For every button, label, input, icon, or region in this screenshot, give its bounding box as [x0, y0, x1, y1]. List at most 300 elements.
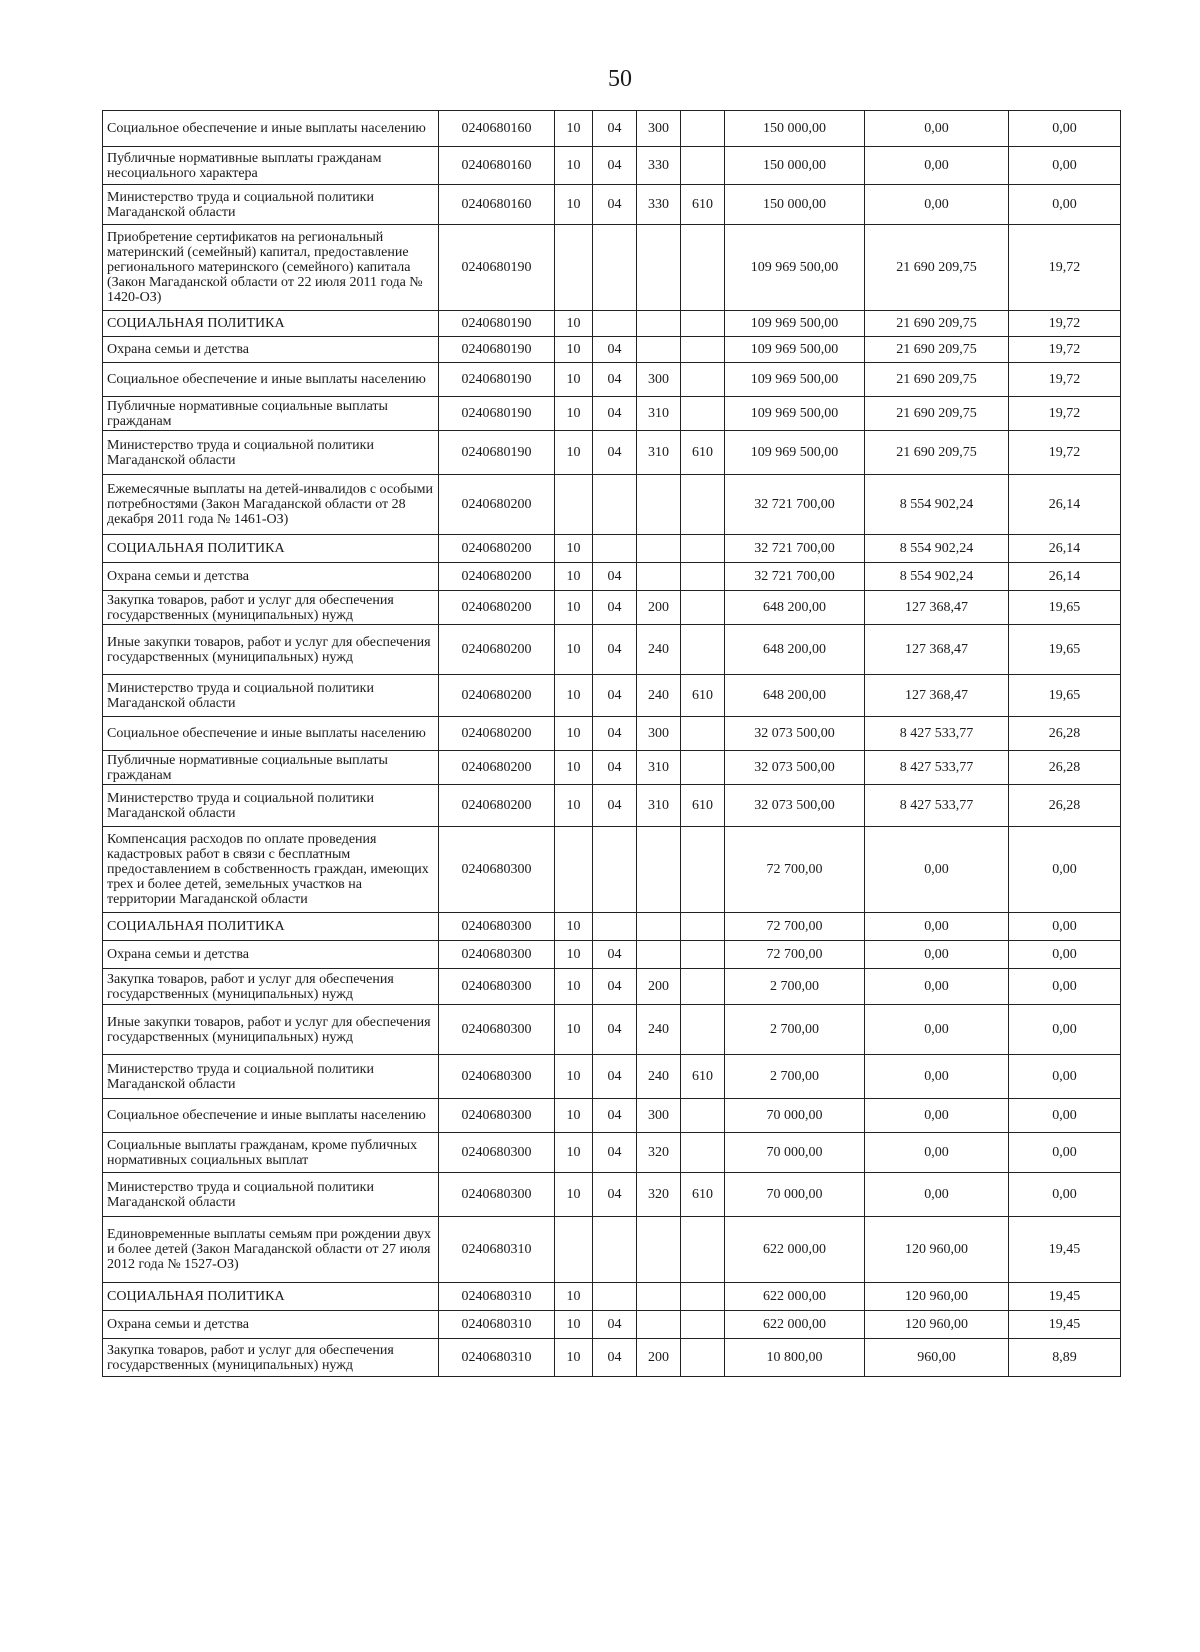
row-percent: 26,28	[1009, 785, 1121, 827]
table-row	[103, 591, 1121, 625]
table-row	[103, 111, 1121, 147]
row-percent: 19,65	[1009, 625, 1121, 675]
row-percent: 0,00	[1009, 1173, 1121, 1217]
row-section: 10	[555, 1311, 593, 1339]
row-subsection: 04	[593, 969, 637, 1005]
row-name: Министерство труда и социальной политики Магаданской области	[103, 185, 439, 225]
row-fact-amount: 0,00	[865, 1005, 1009, 1055]
row-name: Иные закупки товаров, работ и услуг для обеспечения государственных (муниципальных) нужд	[103, 1005, 439, 1055]
row-name: Охрана семьи и детства	[103, 941, 439, 969]
row-code: 0240680300	[439, 913, 555, 941]
row-percent: 0,00	[1009, 1055, 1121, 1099]
row-name: Социальные выплаты гражданам, кроме публичных нормативных социальных выплат	[103, 1133, 439, 1173]
row-fact-amount: 21 690 209,75	[865, 397, 1009, 431]
row-subsection: 04	[593, 1311, 637, 1339]
table-row	[103, 225, 1121, 311]
table-row	[103, 1311, 1121, 1339]
row-expense-type: 240	[637, 1055, 681, 1099]
row-admin-code: 610	[681, 785, 725, 827]
row-fact-amount: 0,00	[865, 827, 1009, 913]
row-subsection: 04	[593, 717, 637, 751]
row-name: Министерство труда и социальной политики Магаданской области	[103, 1173, 439, 1217]
row-fact-amount: 120 960,00	[865, 1217, 1009, 1283]
row-code: 0240680200	[439, 625, 555, 675]
row-expense-type	[637, 1283, 681, 1311]
row-section: 10	[555, 675, 593, 717]
row-percent: 26,28	[1009, 717, 1121, 751]
row-fact-amount: 21 690 209,75	[865, 337, 1009, 363]
row-section: 10	[555, 913, 593, 941]
row-name: Охрана семьи и детства	[103, 337, 439, 363]
row-fact-amount: 120 960,00	[865, 1311, 1009, 1339]
row-code: 0240680200	[439, 591, 555, 625]
row-section: 10	[555, 717, 593, 751]
row-plan-amount: 32 721 700,00	[725, 563, 865, 591]
row-subsection: 04	[593, 591, 637, 625]
row-admin-code	[681, 1339, 725, 1377]
row-admin-code	[681, 751, 725, 785]
row-admin-code	[681, 1311, 725, 1339]
row-code: 0240680160	[439, 147, 555, 185]
row-subsection	[593, 913, 637, 941]
row-expense-type	[637, 475, 681, 535]
row-fact-amount: 8 427 533,77	[865, 717, 1009, 751]
row-subsection: 04	[593, 1099, 637, 1133]
table-row	[103, 363, 1121, 397]
row-section: 10	[555, 111, 593, 147]
row-code: 0240680160	[439, 185, 555, 225]
row-plan-amount: 72 700,00	[725, 913, 865, 941]
table-row	[103, 535, 1121, 563]
row-percent: 19,65	[1009, 591, 1121, 625]
row-plan-amount: 622 000,00	[725, 1283, 865, 1311]
row-percent: 0,00	[1009, 1133, 1121, 1173]
table-row	[103, 751, 1121, 785]
row-admin-code	[681, 717, 725, 751]
row-code: 0240680190	[439, 311, 555, 337]
row-name: СОЦИАЛЬНАЯ ПОЛИТИКА	[103, 311, 439, 337]
row-code: 0240680310	[439, 1283, 555, 1311]
row-section: 10	[555, 363, 593, 397]
row-percent: 26,14	[1009, 563, 1121, 591]
row-name: Министерство труда и социальной политики Магаданской области	[103, 785, 439, 827]
table-row	[103, 941, 1121, 969]
row-subsection: 04	[593, 1339, 637, 1377]
row-admin-code	[681, 363, 725, 397]
table-row	[103, 563, 1121, 591]
row-name: СОЦИАЛЬНАЯ ПОЛИТИКА	[103, 1283, 439, 1311]
row-fact-amount: 0,00	[865, 941, 1009, 969]
row-section: 10	[555, 591, 593, 625]
row-subsection: 04	[593, 1173, 637, 1217]
row-expense-type: 310	[637, 751, 681, 785]
row-code: 0240680190	[439, 337, 555, 363]
row-expense-type: 200	[637, 1339, 681, 1377]
row-name: Закупка товаров, работ и услуг для обеспечения государственных (муниципальных) нужд	[103, 1339, 439, 1377]
row-section: 10	[555, 1133, 593, 1173]
row-subsection	[593, 1217, 637, 1283]
row-code: 0240680300	[439, 1099, 555, 1133]
row-fact-amount: 21 690 209,75	[865, 431, 1009, 475]
row-name: Публичные нормативные социальные выплаты гражданам	[103, 397, 439, 431]
row-admin-code: 610	[681, 1055, 725, 1099]
row-expense-type: 200	[637, 969, 681, 1005]
row-subsection	[593, 475, 637, 535]
row-admin-code	[681, 1099, 725, 1133]
table-row	[103, 1055, 1121, 1099]
row-admin-code	[681, 913, 725, 941]
row-percent: 19,45	[1009, 1283, 1121, 1311]
row-plan-amount: 32 721 700,00	[725, 535, 865, 563]
row-subsection: 04	[593, 111, 637, 147]
table-row	[103, 311, 1121, 337]
row-name: Социальное обеспечение и иные выплаты населению	[103, 1099, 439, 1133]
row-code: 0240680160	[439, 111, 555, 147]
row-expense-type	[637, 1311, 681, 1339]
row-plan-amount: 72 700,00	[725, 941, 865, 969]
row-admin-code	[681, 397, 725, 431]
row-section: 10	[555, 1055, 593, 1099]
row-subsection: 04	[593, 185, 637, 225]
row-code: 0240680190	[439, 397, 555, 431]
table-row	[103, 337, 1121, 363]
row-expense-type	[637, 827, 681, 913]
row-code: 0240680200	[439, 717, 555, 751]
row-name: Министерство труда и социальной политики Магаданской области	[103, 431, 439, 475]
row-expense-type	[637, 913, 681, 941]
row-code: 0240680200	[439, 475, 555, 535]
row-expense-type	[637, 535, 681, 563]
row-percent: 0,00	[1009, 827, 1121, 913]
row-plan-amount: 32 073 500,00	[725, 751, 865, 785]
table-row	[103, 397, 1121, 431]
row-fact-amount: 960,00	[865, 1339, 1009, 1377]
row-fact-amount: 127 368,47	[865, 625, 1009, 675]
row-section	[555, 475, 593, 535]
table-row	[103, 1339, 1121, 1377]
row-fact-amount: 0,00	[865, 111, 1009, 147]
row-section: 10	[555, 1173, 593, 1217]
row-expense-type: 330	[637, 185, 681, 225]
row-expense-type: 300	[637, 363, 681, 397]
row-plan-amount: 109 969 500,00	[725, 225, 865, 311]
row-plan-amount: 2 700,00	[725, 969, 865, 1005]
row-admin-code	[681, 475, 725, 535]
row-code: 0240680300	[439, 969, 555, 1005]
row-fact-amount: 0,00	[865, 1133, 1009, 1173]
row-admin-code: 610	[681, 1173, 725, 1217]
row-code: 0240680190	[439, 431, 555, 475]
row-code: 0240680300	[439, 827, 555, 913]
page-number: 50	[608, 66, 632, 92]
row-section: 10	[555, 751, 593, 785]
row-plan-amount: 2 700,00	[725, 1005, 865, 1055]
row-subsection	[593, 225, 637, 311]
row-percent: 19,72	[1009, 337, 1121, 363]
row-subsection: 04	[593, 363, 637, 397]
row-expense-type	[637, 941, 681, 969]
row-expense-type: 310	[637, 431, 681, 475]
row-expense-type	[637, 311, 681, 337]
row-section: 10	[555, 1005, 593, 1055]
row-fact-amount: 21 690 209,75	[865, 363, 1009, 397]
budget-table	[102, 110, 1121, 1377]
row-admin-code	[681, 225, 725, 311]
row-percent: 19,72	[1009, 225, 1121, 311]
row-name: Социальное обеспечение и иные выплаты населению	[103, 363, 439, 397]
table-row	[103, 913, 1121, 941]
row-percent: 0,00	[1009, 1005, 1121, 1055]
row-code: 0240680200	[439, 535, 555, 563]
row-subsection: 04	[593, 941, 637, 969]
row-fact-amount: 127 368,47	[865, 591, 1009, 625]
row-name: Компенсация расходов по оплате проведения кадастровых работ в связи с бесплатным предоставлением в собственность граждан, имеющих трех и более детей, земельных участков на территории Магаданской области	[103, 827, 439, 913]
row-percent: 26,14	[1009, 475, 1121, 535]
row-percent: 0,00	[1009, 969, 1121, 1005]
row-section	[555, 827, 593, 913]
row-code: 0240680310	[439, 1339, 555, 1377]
row-admin-code	[681, 1217, 725, 1283]
row-fact-amount: 21 690 209,75	[865, 311, 1009, 337]
table-row	[103, 1005, 1121, 1055]
row-admin-code	[681, 111, 725, 147]
row-admin-code	[681, 147, 725, 185]
row-plan-amount: 70 000,00	[725, 1099, 865, 1133]
row-fact-amount: 8 427 533,77	[865, 751, 1009, 785]
row-expense-type: 240	[637, 675, 681, 717]
row-fact-amount: 0,00	[865, 969, 1009, 1005]
row-fact-amount: 8 554 902,24	[865, 563, 1009, 591]
row-section: 10	[555, 397, 593, 431]
row-plan-amount: 109 969 500,00	[725, 397, 865, 431]
row-section: 10	[555, 1099, 593, 1133]
row-section: 10	[555, 563, 593, 591]
row-percent: 0,00	[1009, 185, 1121, 225]
row-subsection: 04	[593, 337, 637, 363]
table-row	[103, 1283, 1121, 1311]
table-row	[103, 785, 1121, 827]
row-name: Министерство труда и социальной политики Магаданской области	[103, 675, 439, 717]
row-subsection: 04	[593, 1133, 637, 1173]
row-expense-type	[637, 337, 681, 363]
row-plan-amount: 32 073 500,00	[725, 785, 865, 827]
row-plan-amount: 32 073 500,00	[725, 717, 865, 751]
row-percent: 19,72	[1009, 311, 1121, 337]
row-fact-amount: 0,00	[865, 185, 1009, 225]
row-code: 0240680300	[439, 941, 555, 969]
row-percent: 19,45	[1009, 1311, 1121, 1339]
row-expense-type: 330	[637, 147, 681, 185]
row-name: СОЦИАЛЬНАЯ ПОЛИТИКА	[103, 913, 439, 941]
row-expense-type	[637, 225, 681, 311]
row-plan-amount: 648 200,00	[725, 625, 865, 675]
row-expense-type: 200	[637, 591, 681, 625]
row-subsection: 04	[593, 675, 637, 717]
row-section	[555, 1217, 593, 1283]
row-admin-code: 610	[681, 185, 725, 225]
row-admin-code: 610	[681, 675, 725, 717]
row-code: 0240680310	[439, 1311, 555, 1339]
row-expense-type: 240	[637, 625, 681, 675]
row-percent: 19,72	[1009, 431, 1121, 475]
table-row	[103, 1133, 1121, 1173]
row-plan-amount: 109 969 500,00	[725, 431, 865, 475]
row-plan-amount: 109 969 500,00	[725, 363, 865, 397]
row-plan-amount: 150 000,00	[725, 111, 865, 147]
row-name: Публичные нормативные социальные выплаты гражданам	[103, 751, 439, 785]
row-subsection: 04	[593, 397, 637, 431]
row-plan-amount: 72 700,00	[725, 827, 865, 913]
row-fact-amount: 120 960,00	[865, 1283, 1009, 1311]
row-plan-amount: 648 200,00	[725, 591, 865, 625]
row-plan-amount: 109 969 500,00	[725, 337, 865, 363]
row-fact-amount: 0,00	[865, 1099, 1009, 1133]
row-section	[555, 225, 593, 311]
row-code: 0240680300	[439, 1005, 555, 1055]
row-code: 0240680190	[439, 225, 555, 311]
row-name: Закупка товаров, работ и услуг для обеспечения государственных (муниципальных) нужд	[103, 969, 439, 1005]
row-fact-amount: 8 554 902,24	[865, 475, 1009, 535]
row-name: Социальное обеспечение и иные выплаты населению	[103, 717, 439, 751]
row-name: Социальное обеспечение и иные выплаты населению	[103, 111, 439, 147]
table-row	[103, 431, 1121, 475]
row-expense-type: 310	[637, 785, 681, 827]
row-expense-type	[637, 563, 681, 591]
row-fact-amount: 0,00	[865, 1173, 1009, 1217]
row-admin-code	[681, 535, 725, 563]
row-percent: 0,00	[1009, 913, 1121, 941]
row-plan-amount: 150 000,00	[725, 185, 865, 225]
row-subsection: 04	[593, 1055, 637, 1099]
row-fact-amount: 0,00	[865, 913, 1009, 941]
row-name: Охрана семьи и детства	[103, 1311, 439, 1339]
row-percent: 26,14	[1009, 535, 1121, 563]
row-section: 10	[555, 1339, 593, 1377]
row-expense-type: 300	[637, 111, 681, 147]
row-name: Ежемесячные выплаты на детей-инвалидов с особыми потребностями (Закон Магаданской области от 28 декабря 2011 года № 1461-ОЗ)	[103, 475, 439, 535]
row-section: 10	[555, 185, 593, 225]
row-admin-code	[681, 563, 725, 591]
row-percent: 19,72	[1009, 397, 1121, 431]
row-code: 0240680300	[439, 1133, 555, 1173]
row-expense-type: 310	[637, 397, 681, 431]
row-code: 0240680310	[439, 1217, 555, 1283]
table-row	[103, 969, 1121, 1005]
row-percent: 19,65	[1009, 675, 1121, 717]
row-code: 0240680200	[439, 563, 555, 591]
table-body	[103, 111, 1121, 1377]
row-admin-code	[681, 941, 725, 969]
row-fact-amount: 0,00	[865, 147, 1009, 185]
row-section: 10	[555, 337, 593, 363]
row-admin-code	[681, 337, 725, 363]
row-plan-amount: 150 000,00	[725, 147, 865, 185]
table-row	[103, 185, 1121, 225]
row-code: 0240680300	[439, 1055, 555, 1099]
row-plan-amount: 2 700,00	[725, 1055, 865, 1099]
row-admin-code	[681, 827, 725, 913]
row-subsection	[593, 311, 637, 337]
row-subsection: 04	[593, 147, 637, 185]
table-row	[103, 675, 1121, 717]
row-plan-amount: 648 200,00	[725, 675, 865, 717]
row-fact-amount: 8 427 533,77	[865, 785, 1009, 827]
row-name: Охрана семьи и детства	[103, 563, 439, 591]
row-section: 10	[555, 147, 593, 185]
row-section: 10	[555, 311, 593, 337]
row-subsection: 04	[593, 1005, 637, 1055]
row-plan-amount: 32 721 700,00	[725, 475, 865, 535]
row-percent: 19,45	[1009, 1217, 1121, 1283]
row-code: 0240680190	[439, 363, 555, 397]
row-percent: 0,00	[1009, 147, 1121, 185]
row-plan-amount: 70 000,00	[725, 1173, 865, 1217]
row-percent: 26,28	[1009, 751, 1121, 785]
row-expense-type: 320	[637, 1173, 681, 1217]
row-admin-code	[681, 625, 725, 675]
row-subsection: 04	[593, 625, 637, 675]
table-row	[103, 1173, 1121, 1217]
row-plan-amount: 10 800,00	[725, 1339, 865, 1377]
row-name: Публичные нормативные выплаты гражданам несоциального характера	[103, 147, 439, 185]
row-fact-amount: 8 554 902,24	[865, 535, 1009, 563]
table-row	[103, 625, 1121, 675]
row-fact-amount: 0,00	[865, 1055, 1009, 1099]
row-subsection: 04	[593, 563, 637, 591]
row-admin-code	[681, 1133, 725, 1173]
row-section: 10	[555, 535, 593, 563]
row-plan-amount: 109 969 500,00	[725, 311, 865, 337]
row-admin-code	[681, 1005, 725, 1055]
row-expense-type: 320	[637, 1133, 681, 1173]
row-fact-amount: 127 368,47	[865, 675, 1009, 717]
row-fact-amount: 21 690 209,75	[865, 225, 1009, 311]
table-row	[103, 717, 1121, 751]
row-percent: 0,00	[1009, 1099, 1121, 1133]
row-subsection	[593, 1283, 637, 1311]
row-name: Иные закупки товаров, работ и услуг для обеспечения государственных (муниципальных) нужд	[103, 625, 439, 675]
row-name: Единовременные выплаты семьям при рождении двух и более детей (Закон Магаданской области от 27 июля 2012 года № 1527-ОЗ)	[103, 1217, 439, 1283]
row-section: 10	[555, 431, 593, 475]
row-code: 0240680300	[439, 1173, 555, 1217]
row-code: 0240680200	[439, 785, 555, 827]
row-plan-amount: 622 000,00	[725, 1311, 865, 1339]
row-percent: 0,00	[1009, 111, 1121, 147]
row-expense-type: 300	[637, 1099, 681, 1133]
row-percent: 8,89	[1009, 1339, 1121, 1377]
row-name: Приобретение сертификатов на региональный материнский (семейный) капитал, предоставление регионального материнского (семейного) капитала (Закон Магаданской области от 22 июля 2011 года № 1420-ОЗ)	[103, 225, 439, 311]
row-admin-code	[681, 969, 725, 1005]
row-subsection: 04	[593, 431, 637, 475]
row-admin-code: 610	[681, 431, 725, 475]
row-expense-type: 240	[637, 1005, 681, 1055]
row-expense-type	[637, 1217, 681, 1283]
row-section: 10	[555, 785, 593, 827]
table-row	[103, 475, 1121, 535]
row-code: 0240680200	[439, 675, 555, 717]
row-expense-type: 300	[637, 717, 681, 751]
table-row	[103, 827, 1121, 913]
row-percent: 19,72	[1009, 363, 1121, 397]
row-section: 10	[555, 1283, 593, 1311]
row-name: Министерство труда и социальной политики Магаданской области	[103, 1055, 439, 1099]
row-plan-amount: 70 000,00	[725, 1133, 865, 1173]
row-admin-code	[681, 1283, 725, 1311]
row-section: 10	[555, 969, 593, 1005]
row-section: 10	[555, 625, 593, 675]
row-subsection	[593, 827, 637, 913]
row-code: 0240680200	[439, 751, 555, 785]
